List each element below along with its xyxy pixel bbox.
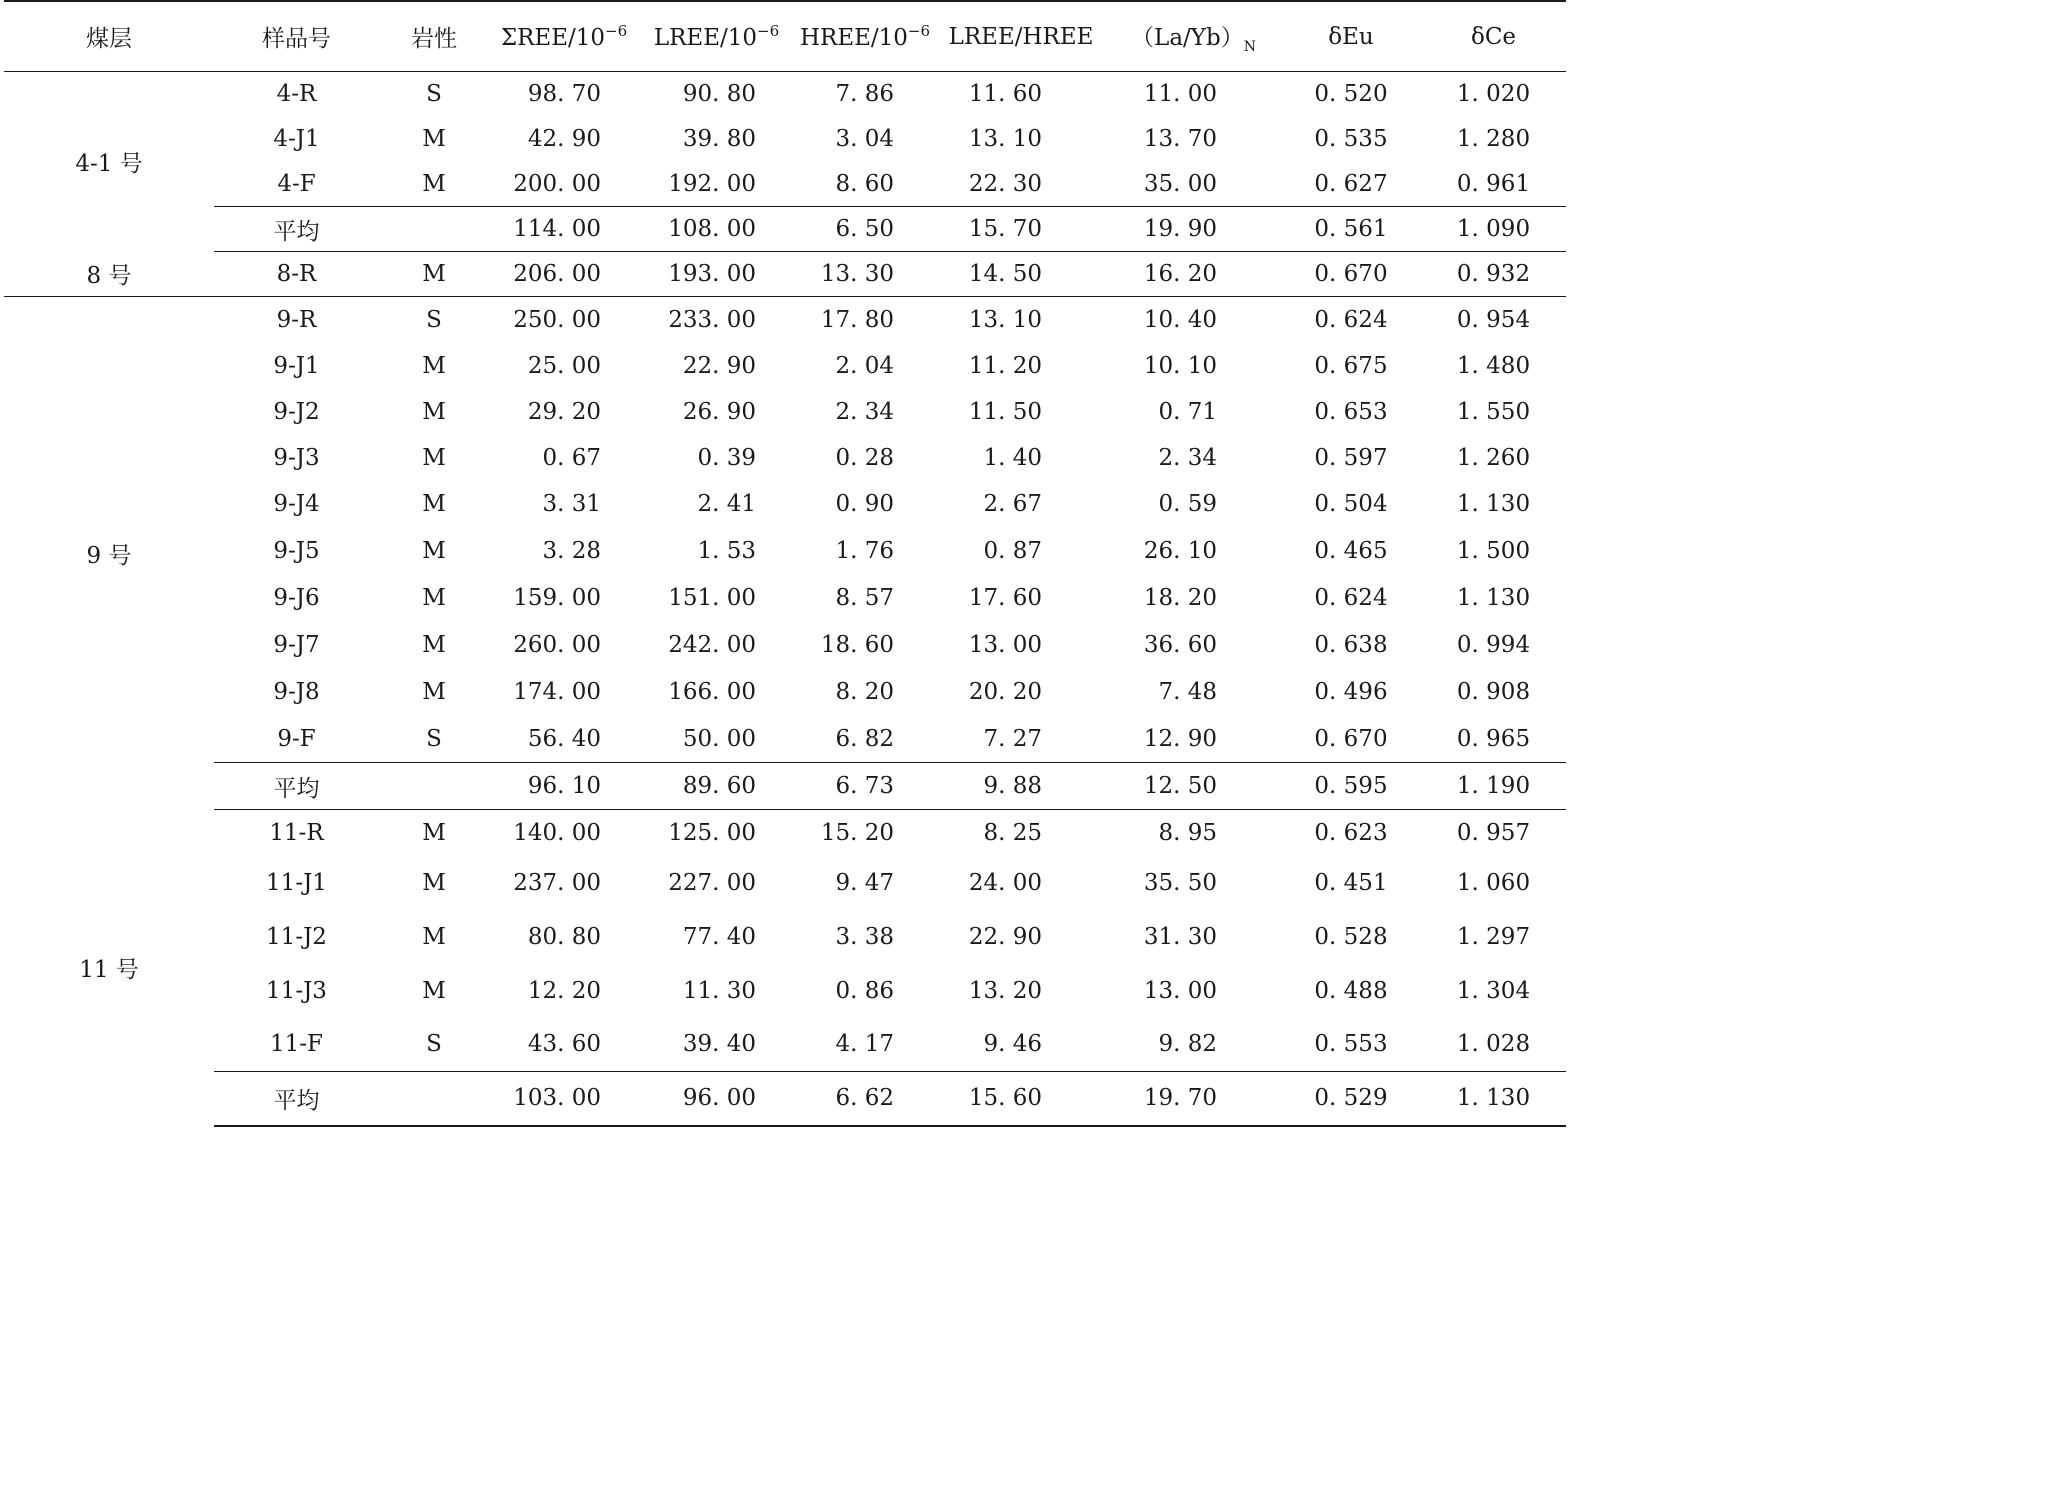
average-delta-eu-cell: 0. 595	[1281, 763, 1421, 810]
la-yb-cell: 26. 10	[1143, 538, 1217, 564]
table-row	[4, 810, 1566, 857]
la-yb-cell: 0. 71	[1158, 398, 1217, 425]
lree-cell: 242. 00	[668, 632, 756, 658]
sample-cell: 9-J1	[273, 352, 320, 379]
hree-cell: 7. 86	[835, 81, 894, 108]
delta-eu-cell: 0. 675	[1314, 352, 1388, 379]
average-la-yb-cell: 19. 90	[1106, 207, 1281, 252]
header-lithology: 岩性	[379, 1, 489, 72]
lree-hree-cell: 7. 27	[983, 725, 1042, 752]
hree-cell: 8. 60	[835, 170, 894, 197]
delta-ce-cell: 0. 994	[1456, 632, 1531, 658]
table-row	[4, 481, 1566, 528]
average-label: 平均	[214, 1072, 379, 1126]
average-lithology-empty	[379, 207, 489, 252]
lree-hree-cell: 14. 50	[936, 252, 1106, 297]
header-sample: 样品号	[214, 1, 379, 72]
average-hree-cell: 6. 62	[794, 1072, 936, 1126]
average-lithology-empty	[379, 1072, 489, 1126]
hree-cell: 3. 38	[835, 923, 894, 950]
seam-cell: 4-1 号	[75, 151, 143, 178]
delta-ce-cell: 0. 957	[1456, 820, 1531, 847]
sum-ree-cell: 250. 00	[513, 306, 601, 333]
lree-cell: 166. 00	[668, 679, 756, 705]
lree-hree-cell: 24. 00	[968, 870, 1042, 896]
la-yb-cell: 9. 82	[1158, 1031, 1217, 1058]
average-row	[4, 1072, 1566, 1126]
table-row	[4, 252, 1566, 297]
lree-hree-cell: 11. 20	[968, 352, 1042, 379]
hree-cell: 13. 30	[794, 252, 936, 297]
lithology-cell: M	[422, 679, 446, 705]
hree-cell: 2. 04	[835, 352, 894, 379]
hree-cell: 3. 04	[835, 126, 894, 152]
sum-ree-cell: 3. 28	[542, 538, 601, 564]
average-la-yb-cell: 19. 70	[1106, 1072, 1281, 1126]
delta-ce-cell: 1. 028	[1456, 1031, 1531, 1058]
lree-cell: 50. 00	[682, 725, 756, 752]
delta-ce-cell: 0. 908	[1456, 679, 1531, 705]
lithology-cell: S	[426, 1031, 442, 1058]
delta-eu-cell: 0. 496	[1314, 679, 1388, 705]
delta-ce-cell: 0. 954	[1456, 306, 1531, 333]
lree-hree-cell: 13. 00	[968, 632, 1042, 658]
lree-cell: 26. 90	[682, 398, 756, 425]
table-row	[4, 389, 1566, 435]
average-row	[4, 207, 1566, 252]
sample-cell: 9-J8	[273, 679, 320, 705]
la-yb-cell: 8. 95	[1158, 820, 1217, 847]
table-row	[4, 162, 1566, 207]
delta-eu-cell: 0. 670	[1281, 252, 1421, 297]
sample-cell: 8-R	[214, 252, 379, 297]
table-row	[4, 910, 1566, 964]
sum-ree-cell: 0. 67	[542, 444, 601, 471]
delta-eu-cell: 0. 451	[1314, 870, 1388, 896]
sample-cell: 9-J4	[273, 491, 320, 517]
header-seam: 煤层	[4, 1, 214, 72]
delta-ce-cell: 1. 020	[1456, 81, 1531, 108]
la-yb-cell: 2. 34	[1158, 444, 1217, 471]
header-sum-ree: ΣREE/$10^{-6}$	[489, 1, 639, 72]
delta-eu-cell: 0. 504	[1314, 491, 1388, 517]
lithology-cell: M	[422, 352, 446, 379]
lree-hree-cell: 0. 87	[983, 538, 1042, 564]
header-delta-ce: δCe	[1421, 1, 1566, 72]
delta-eu-cell: 0. 638	[1314, 632, 1388, 658]
table-row	[4, 964, 1566, 1018]
sample-cell: 11-F	[270, 1031, 323, 1058]
sum-ree-cell: 56. 40	[527, 725, 601, 752]
lithology-cell: M	[422, 977, 446, 1004]
sample-cell: 11-J3	[266, 977, 327, 1004]
lree-cell: 193. 00	[639, 252, 794, 297]
hree-cell: 17. 80	[820, 306, 894, 333]
lithology-cell: M	[422, 870, 446, 896]
table-row	[4, 297, 1566, 343]
lithology-cell: M	[422, 170, 446, 197]
average-la-yb-cell: 12. 50	[1106, 763, 1281, 810]
average-label: 平均	[214, 763, 379, 810]
table-row	[4, 435, 1566, 481]
sample-cell: 9-J6	[273, 585, 320, 611]
hree-cell: 1. 76	[835, 538, 894, 564]
lithology-cell: M	[379, 252, 489, 297]
sample-cell: 11-J2	[266, 923, 327, 950]
sample-cell: 11-J1	[266, 870, 327, 896]
lree-cell: 192. 00	[668, 170, 756, 197]
la-yb-cell: 0. 59	[1158, 491, 1217, 517]
table-row	[4, 117, 1566, 162]
sample-cell: 9-R	[276, 306, 317, 333]
delta-eu-cell: 0. 553	[1314, 1031, 1388, 1058]
table-row	[4, 669, 1566, 716]
lree-cell: 11. 30	[682, 977, 756, 1004]
delta-eu-cell: 0. 627	[1314, 170, 1388, 197]
average-label: 平均	[214, 207, 379, 252]
lree-cell: 233. 00	[668, 306, 756, 333]
header-hree: HREE/$10^{-6}$	[794, 1, 936, 72]
la-yb-cell: 11. 00	[1143, 81, 1217, 108]
lree-hree-cell: 13. 10	[968, 126, 1042, 152]
lree-hree-cell: 13. 20	[968, 977, 1042, 1004]
delta-ce-cell: 0. 961	[1456, 170, 1531, 197]
average-sum-ree-cell: 114. 00	[489, 207, 639, 252]
sum-ree-cell: 206. 00	[489, 252, 639, 297]
lree-cell: 1. 53	[697, 538, 756, 564]
lree-hree-cell: 17. 60	[968, 585, 1042, 611]
delta-eu-cell: 0. 670	[1314, 725, 1388, 752]
sum-ree-cell: 159. 00	[513, 585, 601, 611]
hree-cell: 0. 86	[835, 977, 894, 1004]
sum-ree-cell: 237. 00	[513, 870, 601, 896]
la-yb-cell: 31. 30	[1143, 923, 1217, 950]
hree-cell: 6. 82	[835, 725, 894, 752]
sum-ree-cell: 98. 70	[527, 81, 601, 108]
delta-eu-cell: 0. 653	[1314, 398, 1388, 425]
hree-cell: 8. 57	[835, 585, 894, 611]
hree-cell: 2. 34	[835, 398, 894, 425]
sample-cell: 9-F	[277, 725, 316, 752]
sum-ree-cell: 140. 00	[513, 820, 601, 847]
seam-cell: 9 号	[86, 542, 132, 569]
table-body	[4, 72, 1566, 1126]
header-row	[4, 1, 1566, 72]
hree-cell: 8. 20	[835, 679, 894, 705]
sum-ree-cell: 12. 20	[527, 977, 601, 1004]
delta-eu-cell: 0. 624	[1314, 585, 1388, 611]
lithology-cell: S	[426, 81, 442, 108]
delta-eu-cell: 0. 623	[1314, 820, 1388, 847]
hree-cell: 0. 90	[835, 491, 894, 517]
delta-eu-cell: 0. 597	[1314, 444, 1388, 471]
sample-cell: 9-J7	[273, 632, 320, 658]
sample-cell: 9-J5	[273, 538, 320, 564]
lithology-cell: M	[422, 491, 446, 517]
average-delta-eu-cell: 0. 561	[1281, 207, 1421, 252]
average-hree-cell: 6. 73	[794, 763, 936, 810]
lree-hree-cell: 20. 20	[968, 679, 1042, 705]
delta-ce-cell: 1. 130	[1456, 491, 1531, 517]
delta-ce-cell: 1. 280	[1456, 126, 1531, 152]
lithology-cell: M	[422, 820, 446, 847]
sample-cell: 9-J2	[273, 398, 320, 425]
lree-cell: 39. 40	[682, 1031, 756, 1058]
table-row	[4, 72, 1566, 117]
average-sum-ree-cell: 96. 10	[489, 763, 639, 810]
lree-hree-cell: 8. 25	[983, 820, 1042, 847]
delta-eu-cell: 0. 535	[1314, 126, 1388, 152]
table-row	[4, 716, 1566, 763]
delta-ce-cell: 1. 060	[1456, 870, 1531, 896]
header-la-yb: $(La/Yb)_N$	[1106, 1, 1281, 72]
la-yb-cell: 16. 20	[1106, 252, 1281, 297]
header-lree-hree: LREE/HREE	[936, 1, 1106, 72]
sample-cell: 4-R	[276, 81, 317, 108]
lithology-cell: M	[422, 632, 446, 658]
sum-ree-cell: 260. 00	[513, 632, 601, 658]
hree-cell: 0. 28	[835, 444, 894, 471]
header-delta-eu: δEu	[1281, 1, 1421, 72]
lree-hree-cell: 22. 30	[968, 170, 1042, 197]
lree-cell: 151. 00	[668, 585, 756, 611]
la-yb-cell: 12. 90	[1143, 725, 1217, 752]
la-yb-cell: 13. 70	[1143, 126, 1217, 152]
la-yb-cell: 7. 48	[1158, 679, 1217, 705]
sum-ree-cell: 42. 90	[527, 126, 601, 152]
average-lree-hree-cell: 15. 70	[936, 207, 1106, 252]
la-yb-cell: 36. 60	[1143, 632, 1217, 658]
sum-ree-cell: 29. 20	[527, 398, 601, 425]
lithology-cell: S	[426, 725, 442, 752]
lree-hree-cell: 2. 67	[983, 491, 1042, 517]
lithology-cell: M	[422, 585, 446, 611]
lree-cell: 90. 80	[682, 81, 756, 108]
average-delta-eu-cell: 0. 529	[1281, 1072, 1421, 1126]
table-row	[4, 1018, 1566, 1072]
lithology-cell: M	[422, 923, 446, 950]
delta-ce-cell: 1. 297	[1456, 923, 1531, 950]
delta-ce-cell: 0. 932	[1421, 252, 1566, 297]
delta-eu-cell: 0. 465	[1314, 538, 1388, 564]
delta-eu-cell: 0. 488	[1314, 977, 1388, 1004]
lree-cell: 125. 00	[668, 820, 756, 847]
lree-hree-cell: 13. 10	[968, 306, 1042, 333]
la-yb-cell: 13. 00	[1143, 977, 1217, 1004]
sample-cell: 9-J3	[273, 444, 320, 471]
average-lree-cell: 108. 00	[639, 207, 794, 252]
average-delta-ce-cell: 1. 090	[1421, 207, 1566, 252]
ree-data-table	[4, 0, 1566, 1127]
average-delta-ce-cell: 1. 190	[1421, 763, 1566, 810]
sample-cell: 4-J1	[273, 126, 320, 152]
header-lree: LREE/$10^{-6}$	[639, 1, 794, 72]
la-yb-cell: 10. 10	[1143, 352, 1217, 379]
sum-ree-cell: 200. 00	[513, 170, 601, 197]
lithology-cell: M	[422, 538, 446, 564]
lree-hree-cell: 9. 46	[983, 1031, 1042, 1058]
average-lree-hree-cell: 15. 60	[936, 1072, 1106, 1126]
sample-cell: 4-F	[277, 170, 316, 197]
sum-ree-cell: 174. 00	[513, 679, 601, 705]
sum-ree-cell: 3. 31	[542, 491, 601, 517]
sample-cell: 11-R	[269, 820, 324, 847]
la-yb-cell: 10. 40	[1143, 306, 1217, 333]
hree-cell: 15. 20	[820, 820, 894, 847]
la-yb-cell: 35. 50	[1143, 870, 1217, 896]
lree-hree-cell: 11. 50	[968, 398, 1042, 425]
table-row	[4, 343, 1566, 389]
hree-cell: 18. 60	[820, 632, 894, 658]
lithology-cell: M	[422, 126, 446, 152]
lree-hree-cell: 11. 60	[968, 81, 1042, 108]
la-yb-cell: 18. 20	[1143, 585, 1217, 611]
sum-ree-cell: 80. 80	[527, 923, 601, 950]
lithology-cell: M	[422, 398, 446, 425]
delta-ce-cell: 1. 260	[1456, 444, 1531, 471]
lree-cell: 39. 80	[682, 126, 756, 152]
lree-cell: 0. 39	[697, 444, 756, 471]
lithology-cell: M	[422, 444, 446, 471]
table-row	[4, 528, 1566, 575]
average-lree-hree-cell: 9. 88	[936, 763, 1106, 810]
average-lithology-empty	[379, 763, 489, 810]
hree-cell: 9. 47	[835, 870, 894, 896]
sum-ree-cell: 25. 00	[527, 352, 601, 379]
average-lree-cell: 89. 60	[639, 763, 794, 810]
hree-cell: 4. 17	[835, 1031, 894, 1058]
lree-cell: 227. 00	[668, 870, 756, 896]
delta-ce-cell: 1. 480	[1456, 352, 1531, 379]
delta-ce-cell: 1. 304	[1456, 977, 1531, 1004]
average-delta-ce-cell: 1. 130	[1421, 1072, 1566, 1126]
seam-cell: 8 号	[4, 252, 214, 297]
lree-cell: 77. 40	[682, 923, 756, 950]
table-row	[4, 622, 1566, 669]
delta-ce-cell: 1. 130	[1456, 585, 1531, 611]
lree-cell: 2. 41	[697, 491, 756, 517]
lree-cell: 22. 90	[682, 352, 756, 379]
la-yb-cell: 35. 00	[1143, 170, 1217, 197]
table-row	[4, 857, 1566, 910]
seam-cell: 11 号	[79, 957, 139, 983]
delta-ce-cell: 1. 500	[1456, 538, 1531, 564]
average-hree-cell: 6. 50	[794, 207, 936, 252]
delta-ce-cell: 1. 550	[1456, 398, 1531, 425]
average-row	[4, 763, 1566, 810]
average-sum-ree-cell: 103. 00	[489, 1072, 639, 1126]
lree-hree-cell: 22. 90	[968, 923, 1042, 950]
sum-ree-cell: 43. 60	[527, 1031, 601, 1058]
delta-eu-cell: 0. 520	[1314, 81, 1388, 108]
lree-hree-cell: 1. 40	[983, 444, 1042, 471]
delta-eu-cell: 0. 528	[1314, 923, 1388, 950]
delta-ce-cell: 0. 965	[1456, 725, 1531, 752]
delta-eu-cell: 0. 624	[1314, 306, 1388, 333]
average-lree-cell: 96. 00	[639, 1072, 794, 1126]
table-row	[4, 575, 1566, 622]
lithology-cell: S	[426, 306, 442, 333]
